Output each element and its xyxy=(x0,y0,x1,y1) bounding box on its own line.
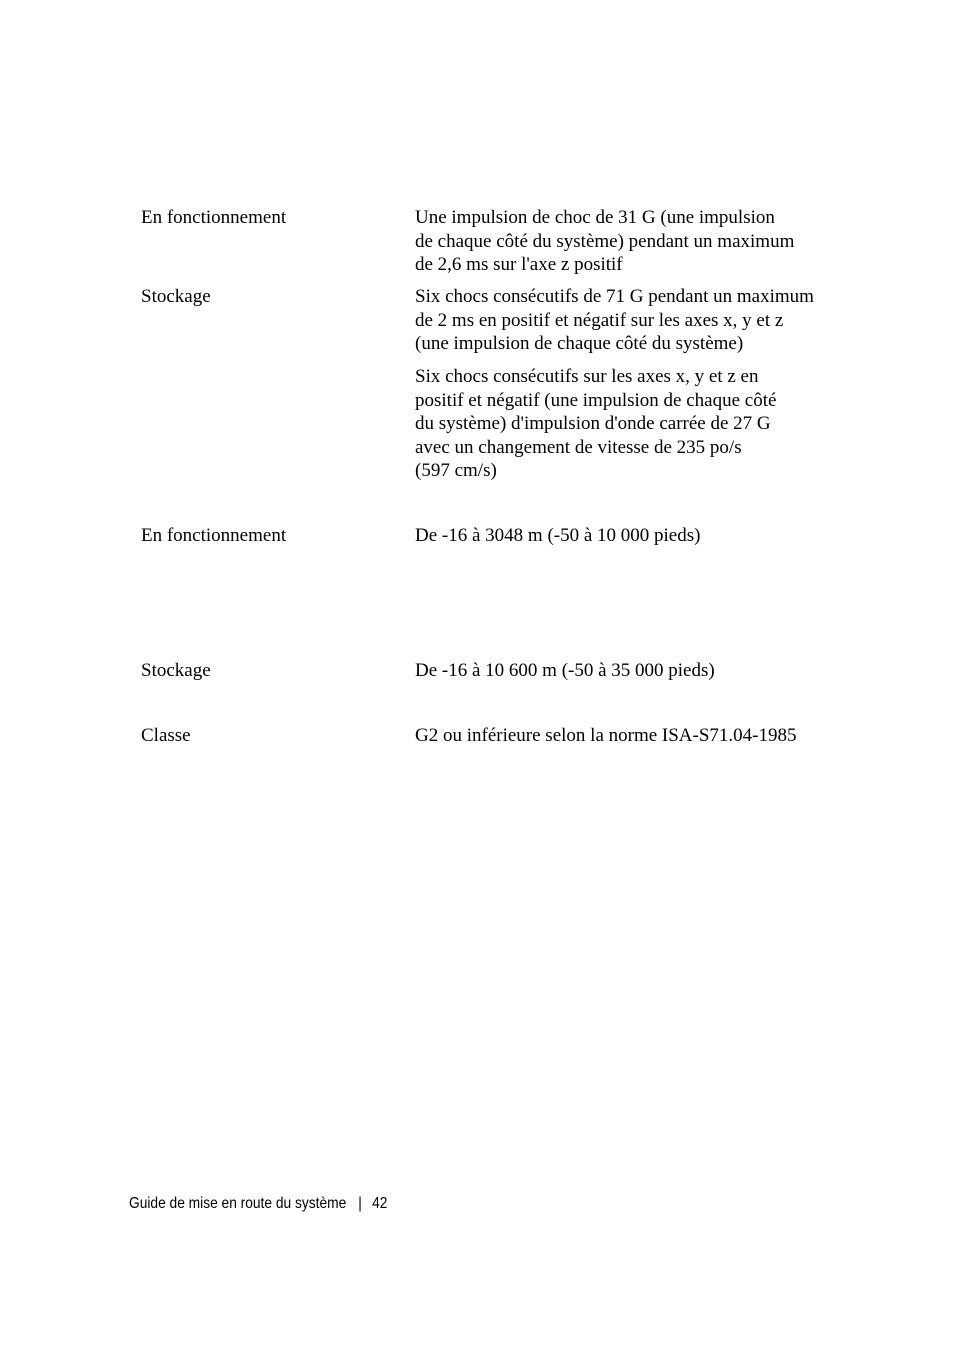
row-value-class xyxy=(415,724,797,748)
text-line: Une impulsion de choc de 31 G (une impulsion xyxy=(415,207,775,228)
text-line: positif et négatif (une impulsion de chaque côté xyxy=(415,389,777,411)
text-line: (une impulsion de chaque côté du système) xyxy=(415,333,744,354)
row-label-class: Classe xyxy=(141,725,191,746)
text-line: de chaque côté du système) pendant un maximum xyxy=(415,230,795,252)
row-value-operating-altitude xyxy=(415,524,700,548)
text-line: G2 ou inférieure selon la norme ISA-S71.04-1985 xyxy=(415,725,797,746)
text-line: Six chocs consécutifs de 71 G pendant un maximum xyxy=(415,286,814,307)
text-line: du système) d'impulsion d'onde carrée de 27 G xyxy=(415,413,771,434)
row-label-operating-altitude: En fonctionnement xyxy=(141,525,287,546)
footer-title: Guide de mise en route du système xyxy=(129,1195,347,1212)
text-line: de 2,6 ms sur l'axe z positif xyxy=(415,254,623,275)
row-label-operating-shock: En fonctionnement xyxy=(141,207,287,228)
page-footer xyxy=(129,1194,387,1214)
text-line: (597 cm/s) xyxy=(415,460,497,481)
row-label-storage-shock: Stockage xyxy=(141,286,211,307)
page-number: 42 xyxy=(372,1195,388,1212)
text-line: avec un changement de vitesse de 235 po/s xyxy=(415,436,742,458)
text-line: de 2 ms en positif et négatif sur les axes x, y et z xyxy=(415,309,784,331)
text-line: De -16 à 10 600 m (-50 à 35 000 pieds) xyxy=(415,660,715,681)
row-value-storage-shock-square-wave xyxy=(415,365,776,483)
text-line: Six chocs consécutifs sur les axes x, y et z en xyxy=(415,366,759,387)
row-value-storage-altitude xyxy=(415,659,715,683)
footer-separator: | xyxy=(358,1195,362,1212)
row-label-storage-altitude: Stockage xyxy=(141,660,211,681)
row-value-storage-shock xyxy=(415,285,814,356)
row-value-operating-shock xyxy=(415,206,794,277)
text-line: De -16 à 3048 m (-50 à 10 000 pieds) xyxy=(415,525,701,546)
